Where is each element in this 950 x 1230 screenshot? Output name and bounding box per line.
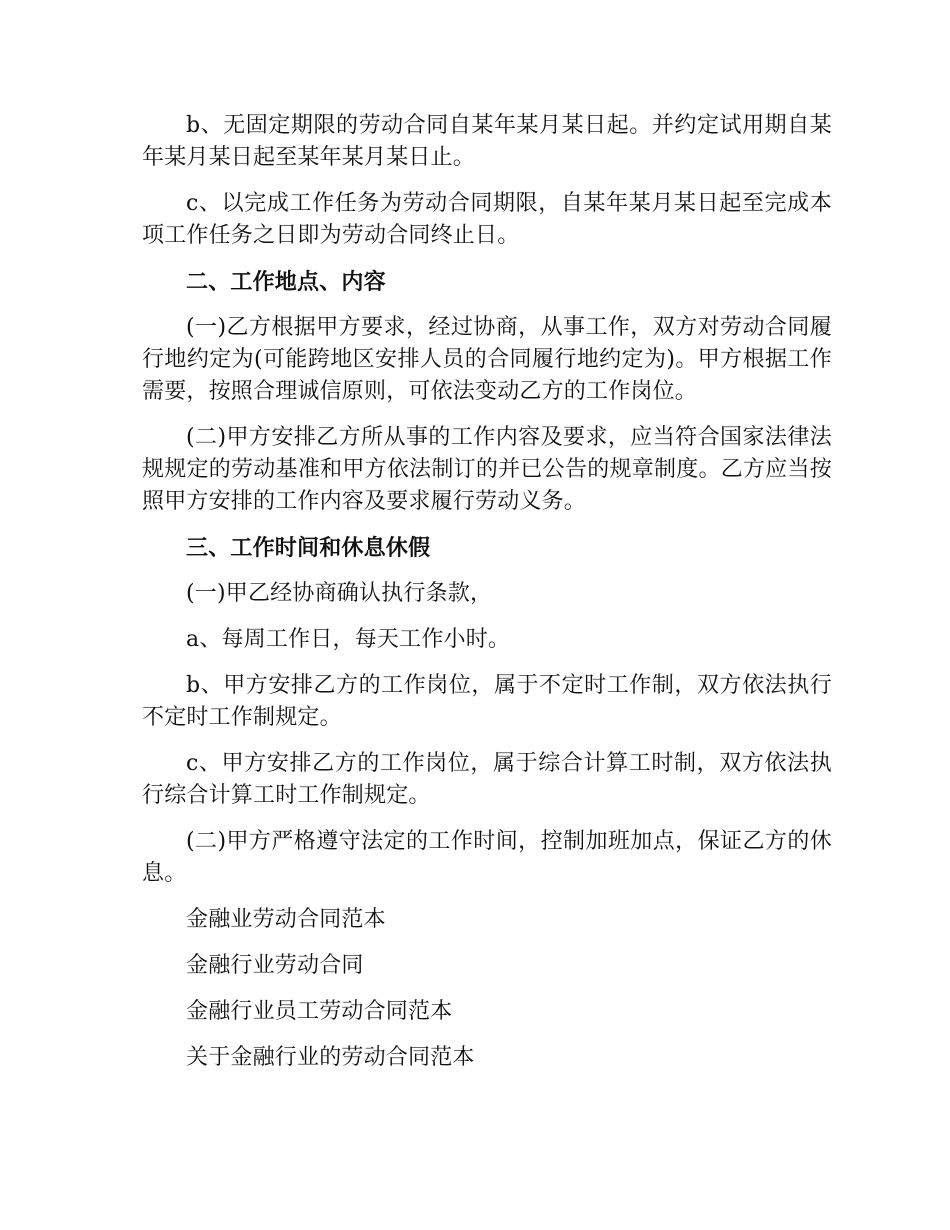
paragraph-work-assignment: (一)乙方根据甲方要求，经过协商，从事工作，双方对劳动合同履行地约定为(可能跨地区安排人员的合同履行地约定为)。甲方根据工作需要，按照合理诚信原则，可依法变动乙方的工作岗位。 [142, 315, 832, 404]
document-page [142, 110, 832, 1088]
section-heading-work-location: 二、工作地点、内容 [186, 269, 386, 295]
paragraph-overtime-control: (二)甲方严格遵守法定的工作时间，控制加班加点，保证乙方的休息。 [142, 829, 832, 886]
paragraph-task-based-contract: c、以完成工作任务为劳动合同期限，自某年某月某日起至完成本项工作任务之日即为劳动合同终止日。 [142, 191, 832, 248]
paragraph-work-requirements: (二)甲方安排乙方所从事的工作内容及要求，应当符合国家法律法规规定的劳动基准和甲方依法制订的并已公告的规章制度。乙方应当按照甲方安排的工作内容及要求履行劳动义务。 [142, 425, 832, 514]
paragraph-open-term-contract: b、无固定期限的劳动合同自某年某月某日起。并约定试用期自某年某月某日起至某年某月某日止。 [142, 113, 832, 170]
paragraph-hours-clause: (一)甲乙经协商确认执行条款， [186, 581, 493, 606]
related-title-1: 金融业劳动合同范本 [186, 907, 386, 932]
related-title-4: 关于金融行业的劳动合同范本 [186, 1045, 475, 1070]
related-title-2: 金融行业劳动合同 [186, 953, 364, 978]
paragraph-comprehensive-hours: c、甲方安排乙方的工作岗位，属于综合计算工时制，双方依法执行综合计算工时工作制规定。 [142, 751, 832, 808]
paragraph-standard-hours: a、每周工作日，每天工作小时。 [186, 627, 511, 652]
related-title-3: 金融行业员工劳动合同范本 [186, 999, 453, 1024]
section-heading-work-hours: 三、工作时间和休息休假 [186, 535, 431, 561]
paragraph-flexible-hours: b、甲方安排乙方的工作岗位，属于不定时工作制，双方依法执行不定时工作制规定。 [142, 673, 832, 730]
